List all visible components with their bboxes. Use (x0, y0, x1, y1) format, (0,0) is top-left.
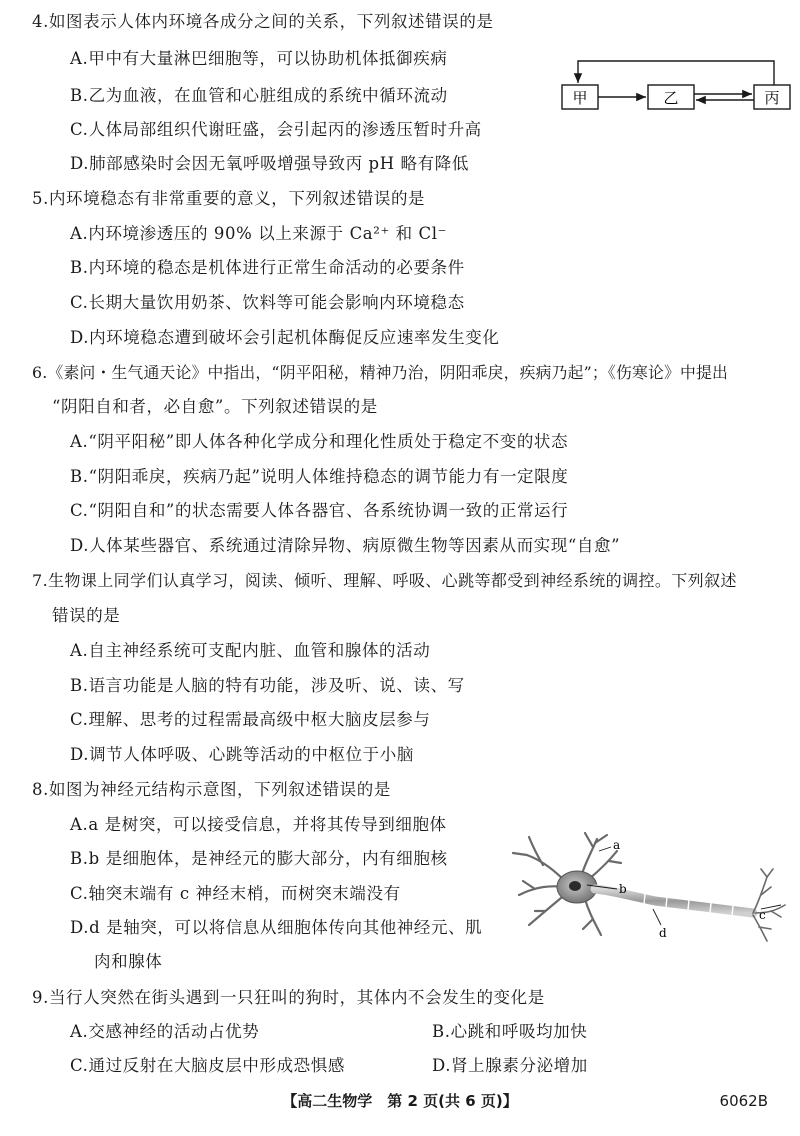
q8-option-b: B.b 是细胞体，是神经元的膨大部分，内有细胞核 (70, 849, 448, 868)
q5-option-a: A.内环境渗透压的 90% 以上来源于 Ca²⁺ 和 Cl⁻ (70, 224, 447, 243)
q8-option-a: A.a 是树突，可以接受信息，并将其传导到细胞体 (70, 815, 447, 834)
q6-option-c: C.“阴阳自和”的状态需要人体各器官、各系统协调一致的正常运行 (70, 501, 569, 520)
q4-option-b: B.乙为血液，在血管和心脏组成的系统中循环流动 (70, 86, 448, 105)
body-fluid-relation-diagram (560, 55, 792, 115)
footer-exam-code: 6062B (719, 1092, 768, 1110)
footer-page-info: 【高二生物学 第 2 页(共 6 页)】 (282, 1092, 518, 1110)
q4-stem: 4.如图表示人体内环境各成分之间的关系，下列叙述错误的是 (32, 12, 494, 31)
q4-option-d: D.肺部感染时会因无氧呼吸增强导致丙 pH 略有降低 (70, 154, 469, 173)
q6-option-b: B.“阴阳乖戾，疾病乃起”说明人体维持稳态的调节能力有一定限度 (70, 467, 569, 486)
q8-option-d-continued: 肉和腺体 (94, 952, 163, 971)
q5-option-c: C.长期大量饮用奶茶、饮料等可能会影响内环境稳态 (70, 293, 465, 312)
q8-stem: 8.如图为神经元结构示意图，下列叙述错误的是 (32, 780, 391, 799)
label-b: b (619, 882, 627, 896)
q7-stem-line2: 错误的是 (52, 606, 121, 625)
q6-stem-line2: “阴阳自和者，必自愈”。下列叙述错误的是 (52, 397, 378, 416)
q9-option-d: D.肾上腺素分泌增加 (432, 1056, 588, 1075)
q6-stem-line1: 6.《素问・生气通天论》中指出，“阴平阳秘，精神乃治，阴阳乖戾，疾病乃起”；《伤寒论》中提出 (32, 363, 728, 382)
q6-option-a: A.“阴平阳秘”即人体各种化学成分和理化性质处于稳定不变的状态 (70, 432, 569, 451)
box-bing-label: 丙 (764, 89, 780, 107)
q9-option-a: A.交感神经的活动占优势 (70, 1022, 260, 1041)
label-d: d (659, 926, 667, 940)
nucleus (569, 881, 581, 891)
q7-option-d: D.调节人体呼吸、心跳等活动的中枢位于小脑 (70, 745, 414, 764)
box-jia-label: 甲 (572, 89, 588, 107)
q7-option-b: B.语言功能是人脑的特有功能，涉及听、说、读、写 (70, 676, 465, 695)
q7-option-a: A.自主神经系统可支配内脏、血管和腺体的活动 (70, 641, 431, 660)
q4-option-a: A.甲中有大量淋巴细胞等，可以协助机体抵御疾病 (70, 49, 448, 68)
q8-option-d: D.d 是轴突，可以将信息从细胞体传向其他神经元、肌 (70, 918, 483, 937)
label-c: c (759, 908, 766, 922)
q5-option-b: B.内环境的稳态是机体进行正常生命活动的必要条件 (70, 258, 465, 277)
q9-option-c: C.通过反射在大脑皮层中形成恐惧感 (70, 1056, 345, 1075)
label-a: a (613, 838, 621, 852)
q9-stem: 9.当行人突然在街头遇到一只狂叫的狗时，其体内不会发生的变化是 (32, 988, 545, 1007)
q9-option-b: B.心跳和呼吸均加快 (432, 1022, 588, 1041)
q6-option-d: D.人体某些器官、系统通过清除异物、病原微生物等因素从而实现“自愈” (70, 536, 621, 555)
page-footer (0, 1089, 800, 1113)
neuron-structure-diagram (505, 825, 795, 950)
loop-arrow (578, 61, 774, 85)
q7-stem-line1: 7.生物课上同学们认真学习，阅读、倾听、理解、呼吸、心跳等都受到神经系统的调控。下列叙述 (32, 571, 737, 590)
q8-option-c: C.轴突末端有 c 神经末梢，而树突末端没有 (70, 884, 401, 903)
q4-option-c: C.人体局部组织代谢旺盛，会引起丙的渗透压暂时升高 (70, 120, 482, 139)
box-yi-label: 乙 (663, 89, 679, 107)
q5-stem: 5.内环境稳态有非常重要的意义，下列叙述错误的是 (32, 189, 426, 208)
q5-option-d: D.内环境稳态遭到破坏会引起机体酶促反应速率发生变化 (70, 328, 500, 347)
q7-option-c: C.理解、思考的过程需最高级中枢大脑皮层参与 (70, 710, 431, 729)
